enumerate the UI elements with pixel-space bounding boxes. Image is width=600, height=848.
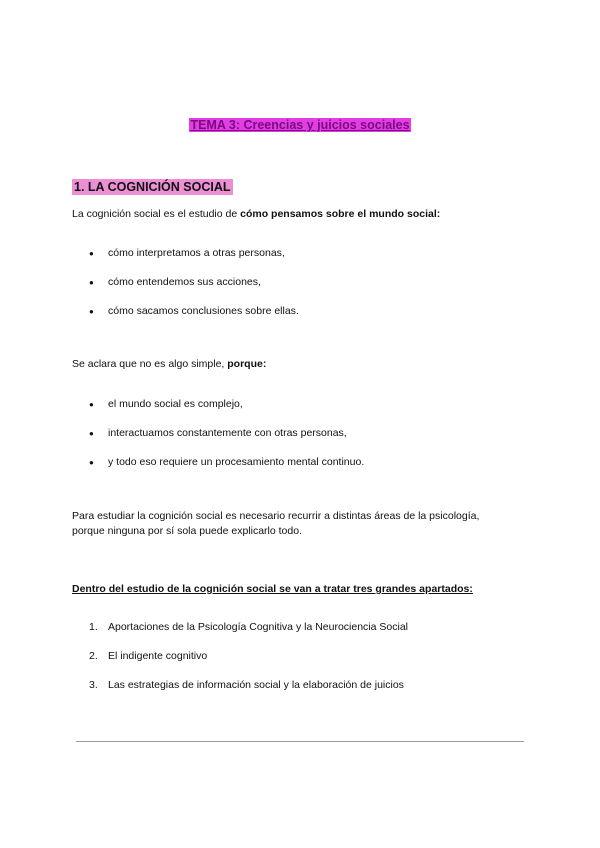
intro-text: La cognición social es el estudio de [72,208,241,220]
document-title [0,117,600,133]
list-item-text: y todo eso requiere un procesamiento mental continuo. [108,456,365,468]
study-paragraph-line-1: Para estudiar la cognición social es necesario recurrir a distintas áreas de la psicología, [72,510,480,522]
list-item-text: cómo entendemos sus acciones, [108,276,261,288]
list-item-text: El indigente cognitivo [108,650,208,662]
list-item-text: cómo sacamos conclusiones sobre ellas. [108,305,299,317]
aclara-text: Se aclara que no es algo simple, [72,358,228,370]
intro-paragraph [72,207,532,222]
study-paragraph-line-2: porque ninguna por sí sola puede explicarlo todo. [72,525,302,537]
bullet-icon: ● [89,278,94,287]
list-item-text: el mundo social es complejo, [108,398,243,410]
horizontal-divider [76,741,524,742]
list-number: 2. [89,650,98,662]
study-paragraph [72,509,532,539]
aclara-bold-text: porque: [227,358,267,370]
aclara-paragraph [72,357,532,372]
bullet-icon: ● [89,307,94,316]
bullet-icon: ● [89,249,94,258]
list-number: 3. [89,679,98,691]
intro-bold-text: cómo pensamos sobre el mundo social: [240,208,441,220]
section-heading [72,179,233,195]
bullet-icon: ● [89,429,94,438]
bullet-icon: ● [89,400,94,409]
document-title-text: TEMA 3: Creencias y juicios sociales [190,118,410,132]
list-item-text: cómo interpretamos a otras personas, [108,247,285,259]
list-item-text: Aportaciones de la Psicología Cognitiva y la Neurociencia Social [108,621,408,633]
apartados-heading: Dentro del estudio de la cognición social se van a tratar tres grandes apartados: [72,583,473,595]
section-heading-text: 1. LA COGNICIÓN SOCIAL [74,180,231,194]
bullet-icon: ● [89,458,94,467]
list-number: 1. [89,621,98,633]
list-item-text: Las estrategias de información social y la elaboración de juicios [108,679,404,691]
list-item-text: interactuamos constantemente con otras personas, [108,427,347,439]
